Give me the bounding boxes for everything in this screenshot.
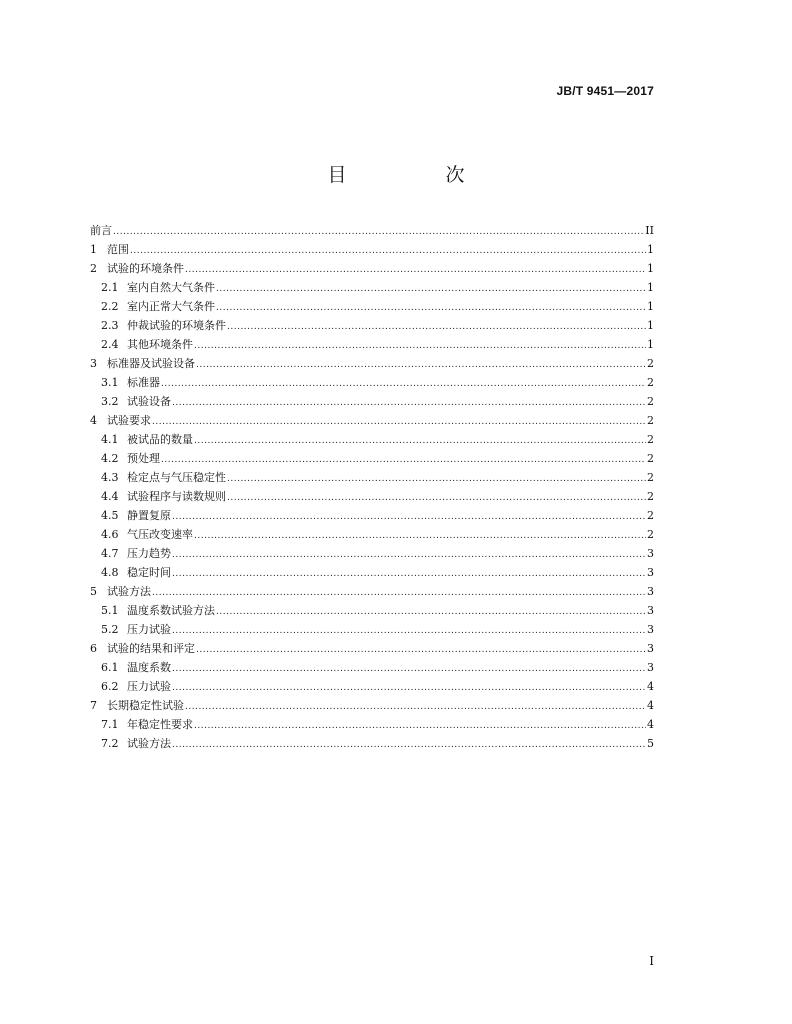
dot-leader [194, 717, 646, 736]
toc-entry-page: 3 [647, 566, 654, 579]
toc-entry-page: 2 [647, 433, 654, 446]
toc-entry-page: 2 [647, 414, 654, 427]
dot-leader [185, 698, 646, 717]
toc-entry-page: 2 [647, 357, 654, 370]
toc-entry-label: 压力趋势 [127, 547, 171, 560]
toc-entry-number: 4 [90, 414, 97, 427]
toc-entry-page: 3 [647, 604, 654, 617]
dot-leader [161, 375, 646, 394]
toc-entry-page: 1 [647, 281, 654, 294]
toc-entry-number: 5.2 [101, 623, 119, 636]
page-title: 目 次 [327, 164, 505, 186]
toc-entry[interactable] [90, 449, 654, 468]
standard-code: JB/T 9451—2017 [556, 84, 654, 98]
toc-entry[interactable] [90, 715, 654, 734]
toc-entry-label: 仲裁试验的环境条件 [127, 319, 226, 332]
toc-entry-page: 1 [647, 262, 654, 275]
dot-leader [152, 584, 646, 603]
toc-entry-label: 范围 [107, 243, 129, 256]
toc-entry-page: 1 [647, 300, 654, 313]
toc-entry[interactable] [90, 221, 654, 240]
dot-leader [196, 641, 646, 660]
dot-leader [216, 299, 646, 318]
toc-entry[interactable] [90, 734, 654, 753]
toc-entry-page: 2 [647, 528, 654, 541]
toc-entry-label: 检定点与气压稳定性 [127, 471, 226, 484]
toc-entry[interactable] [90, 392, 654, 411]
toc-entry[interactable] [90, 335, 654, 354]
toc-entry-label: 被试品的数量 [127, 433, 193, 446]
toc-entry-page: 4 [647, 699, 654, 712]
dot-leader [172, 679, 646, 698]
toc-entry-label: 稳定时间 [127, 566, 171, 579]
toc-entry[interactable] [90, 563, 654, 582]
dot-leader [113, 223, 644, 242]
toc-entry[interactable] [90, 240, 654, 259]
dot-leader [172, 546, 646, 565]
toc-entry[interactable] [90, 696, 654, 715]
toc-entry[interactable] [90, 582, 654, 601]
toc-entry-number: 4.7 [101, 547, 119, 560]
toc-entry-label: 压力试验 [127, 680, 171, 693]
dot-leader [194, 432, 646, 451]
dot-leader [227, 470, 646, 489]
toc-entry[interactable] [90, 601, 654, 620]
dot-leader [172, 736, 646, 755]
dot-leader [130, 242, 646, 261]
dot-leader [172, 508, 646, 527]
toc-entry-label: 气压改变速率 [127, 528, 193, 541]
toc-entry-label: 其他环境条件 [127, 338, 193, 351]
toc-entry-number: 2.2 [101, 300, 119, 313]
toc-entry[interactable] [90, 487, 654, 506]
dot-leader [194, 527, 646, 546]
toc-entry-label: 室内正常大气条件 [127, 300, 215, 313]
toc-entry[interactable] [90, 373, 654, 392]
toc-entry-number: 5.1 [101, 604, 119, 617]
dot-leader [216, 280, 646, 299]
dot-leader [227, 318, 646, 337]
dot-leader [172, 660, 646, 679]
toc-entry-number: 7 [90, 699, 97, 712]
toc-entry[interactable] [90, 468, 654, 487]
toc-entry-number: 6.1 [101, 661, 119, 674]
toc-entry-label: 压力试验 [127, 623, 171, 636]
toc-entry-label: 温度系数试验方法 [127, 604, 215, 617]
toc-entry-label: 长期稳定性试验 [107, 699, 184, 712]
toc-entry-label: 前言 [90, 224, 112, 237]
toc-entry-number: 6 [90, 642, 97, 655]
toc-entry[interactable] [90, 259, 654, 278]
toc-entry-number: 4.3 [101, 471, 119, 484]
dot-leader [196, 356, 646, 375]
toc-entry[interactable] [90, 278, 654, 297]
toc-entry-page: 4 [647, 680, 654, 693]
toc-entry-label: 试验方法 [107, 585, 151, 598]
toc-entry-number: 2 [90, 262, 97, 275]
toc-entry[interactable] [90, 411, 654, 430]
toc-entry-page: 5 [647, 737, 654, 750]
toc-entry[interactable] [90, 430, 654, 449]
toc-entry[interactable] [90, 639, 654, 658]
toc-entry-page: II [645, 224, 654, 237]
toc-entry[interactable] [90, 620, 654, 639]
table-of-contents [90, 221, 654, 753]
toc-entry-label: 试验要求 [107, 414, 151, 427]
dot-leader [161, 451, 646, 470]
toc-entry-number: 4.6 [101, 528, 119, 541]
toc-entry-page: 3 [647, 547, 654, 560]
toc-entry[interactable] [90, 658, 654, 677]
toc-entry-page: 1 [647, 243, 654, 256]
toc-entry-number: 2.1 [101, 281, 119, 294]
toc-entry-page: 1 [647, 319, 654, 332]
dot-leader [172, 565, 646, 584]
toc-entry-number: 7.2 [101, 737, 119, 750]
toc-entry-page: 2 [647, 452, 654, 465]
toc-entry-label: 试验的环境条件 [107, 262, 184, 275]
toc-entry-label: 试验的结果和评定 [107, 642, 195, 655]
dot-leader [152, 413, 646, 432]
toc-entry-page: 3 [647, 623, 654, 636]
toc-entry-page: 1 [647, 338, 654, 351]
toc-entry-number: 3.1 [101, 376, 119, 389]
toc-entry[interactable] [90, 297, 654, 316]
dot-leader [216, 603, 646, 622]
toc-entry-number: 1 [90, 243, 97, 256]
dot-leader [185, 261, 646, 280]
toc-entry-label: 预处理 [127, 452, 160, 465]
toc-entry-page: 3 [647, 661, 654, 674]
toc-entry-number: 6.2 [101, 680, 119, 693]
toc-entry-label: 试验设备 [127, 395, 171, 408]
toc-entry-label: 标准器及试验设备 [107, 357, 195, 370]
toc-entry-page: 2 [647, 509, 654, 522]
toc-entry-label: 试验方法 [127, 737, 171, 750]
toc-entry[interactable] [90, 506, 654, 525]
dot-leader [172, 394, 646, 413]
toc-entry-page: 2 [647, 395, 654, 408]
toc-entry-number: 4.2 [101, 452, 119, 465]
toc-entry-label: 标准器 [127, 376, 160, 389]
toc-entry[interactable] [90, 354, 654, 373]
toc-entry-number: 7.1 [101, 718, 119, 731]
toc-entry-number: 2.4 [101, 338, 119, 351]
toc-entry[interactable] [90, 544, 654, 563]
dot-leader [227, 489, 646, 508]
toc-entry-number: 4.4 [101, 490, 119, 503]
toc-entry-page: 2 [647, 471, 654, 484]
toc-entry[interactable] [90, 677, 654, 696]
toc-entry-number: 4.1 [101, 433, 119, 446]
toc-entry-label: 试验程序与读数规则 [127, 490, 226, 503]
toc-entry-number: 2.3 [101, 319, 119, 332]
toc-entry-page: 4 [647, 718, 654, 731]
dot-leader [194, 337, 646, 356]
page-number: I [649, 954, 654, 968]
toc-entry-label: 年稳定性要求 [127, 718, 193, 731]
toc-entry-label: 室内自然大气条件 [127, 281, 215, 294]
toc-entry[interactable] [90, 525, 654, 544]
toc-entry-label: 静置复原 [127, 509, 171, 522]
toc-entry-page: 2 [647, 490, 654, 503]
dot-leader [172, 622, 646, 641]
toc-entry-page: 3 [647, 642, 654, 655]
toc-entry-number: 5 [90, 585, 97, 598]
toc-entry[interactable] [90, 316, 654, 335]
toc-entry-number: 3.2 [101, 395, 119, 408]
toc-entry-number: 4.5 [101, 509, 119, 522]
toc-entry-label: 温度系数 [127, 661, 171, 674]
toc-entry-page: 3 [647, 585, 654, 598]
toc-entry-number: 4.8 [101, 566, 119, 579]
toc-entry-page: 2 [647, 376, 654, 389]
toc-entry-number: 3 [90, 357, 97, 370]
